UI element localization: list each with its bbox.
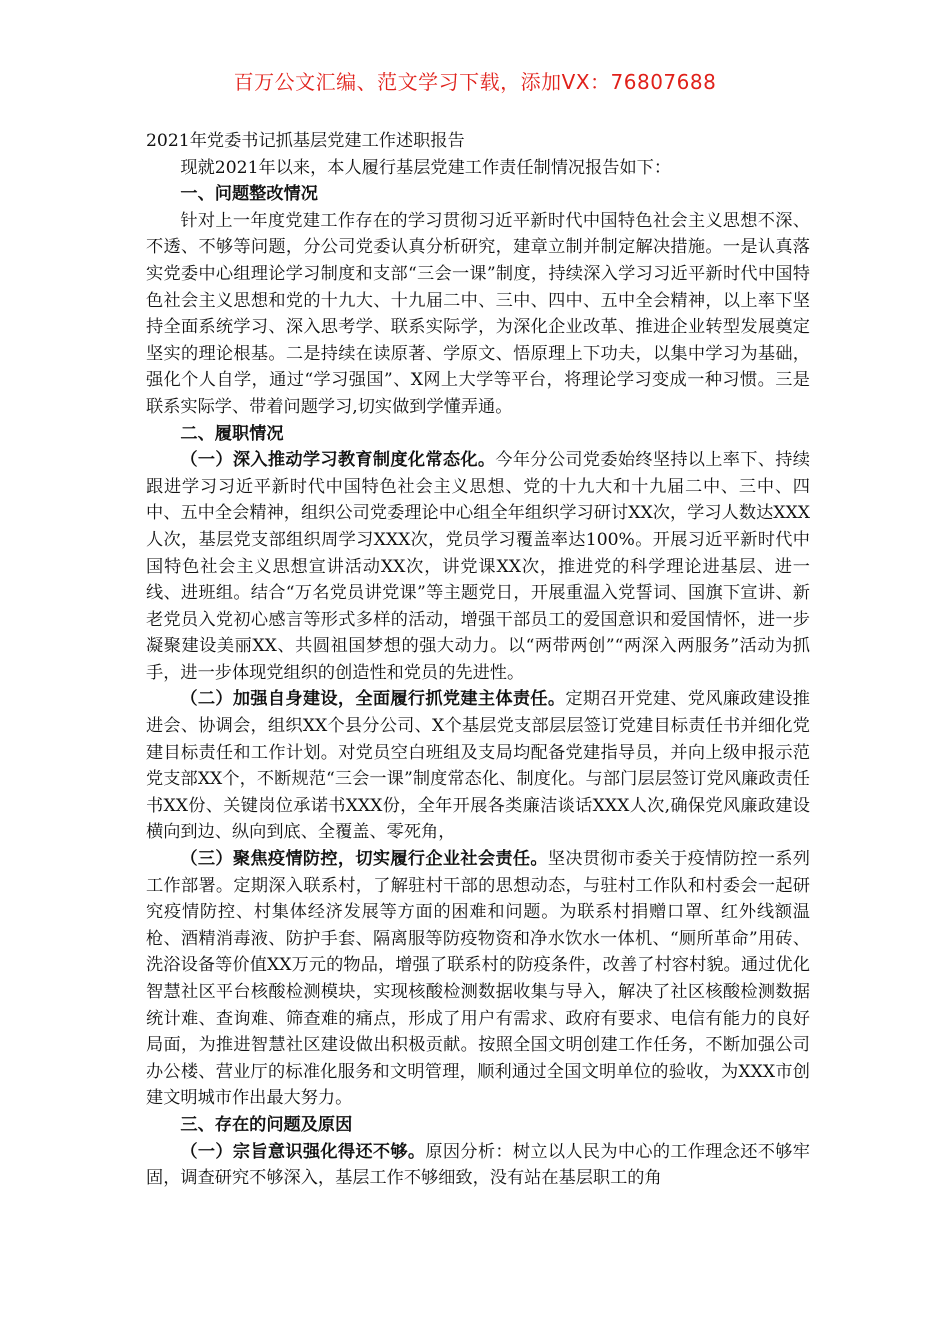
section-2-item-3 [146,846,810,1112]
item-body: 今年分公司党委始终坚持以上率下、持续跟进学习习近平新时代中国特色社会主义思想、党的十九大和十九届二中、三中、四中、五中全会精神，组织公司党委理论中心组全年组织学习研讨XX次，学习人数达XXX人次，基层党支部组织周学习XXX次，党员学习覆盖率达100%。开展习近平新时代中国特色社会主义思想宣讲活动XX次，讲党课XX次，推进党的科学理论进基层、进一线、进班组。结合“万名党员讲党课”等主题党日，开展重温入党誓词、国旗下宣讲、新老党员入党初心感言等形式多样的活动，增强干部员工的爱国意识和爱国情怀，进一步凝聚建设美丽XX、共圆祖国梦想的强大动力。以“两带两创”“两深入两服务”活动为抓手，进一步体现党组织的创造性和党员的先进性。 [146,450,810,683]
item-lead: （一）宗旨意识强化得还不够。 [180,1141,426,1162]
section-2-item-2 [146,686,810,846]
section-heading-3: 三、存在的问题及原因 [180,1114,353,1135]
item-body: 坚决贯彻市委关于疫情防控一系列工作部署。定期深入联系村，了解驻村干部的思想动态，与驻村工作队和村委会一起研究疫情防控、村集体经济发展等方面的困难和问题。为联系村捐赠口罩、红外线额温枪、酒精消毒液、防护手套、隔离服等防疫物资和净水饮水一体机、“厕所革命”用砖、洗浴设备等价值XX万元的物品，增强了联系村的防疫条件，改善了村容村貌。通过优化智慧社区平台核酸检测模块，实现核酸检测数据收集与导入，解决了社区核酸检测数据统计难、查询难、筛查难的痛点，形成了用户有需求、政府有要求、电信有能力的良好局面，为推进智慧社区建设做出积极贡献。按照全国文明创建工作任务，不断加强公司办公楼、营业厅的标准化服务和文明管理，顺利通过全国文明单位的验收，为XXX市创建文明城市作出最大努力。 [146,849,810,1109]
item-body: 原因分析：树立以人民为中心的工作理念还不够牢固，调查研究不够深入，基层工作不够细致，没有站在基层职工的角 [146,1141,810,1189]
document-body [146,128,810,1192]
section-heading-2: 二、履职情况 [180,423,284,444]
document-title: 2021年党委书记抓基层党建工作述职报告 [146,131,465,151]
intro-paragraph: 现就2021年以来，本人履行基层党建工作责任制情况报告如下： [180,157,672,178]
section-1-paragraph: 针对上一年度党建工作存在的学习贯彻习近平新时代中国特色社会主义思想不深、不透、不够等问题，分公司党委认真分析研究，建章立制并制定解决措施。一是认真落实党委中心组理论学习制度和支部“三会一课”制度，持续深入学习习近平新时代中国特色社会主义思想和党的十九大、十九届二中、三中、四中、五中全会精神，以上率下坚持全面系统学习、深入思考学、联系实际学，为深化企业改革、推进企业转型发展奠定坚实的理论根基。二是持续在读原著、学原文、悟原理上下功夫，以集中学习为基础，强化个人自学，通过“学习强国”、X网上大学等平台，将理论学习变成一种习惯。三是联系实际学、带着问题学习,切实做到学懂弄通。 [146,210,810,417]
section-2-item-1 [146,447,810,686]
item-lead: （一）深入推动学习教育制度化常态化。 [180,450,496,471]
item-lead: （三）聚焦疫情防控，切实履行企业社会责任。 [180,849,548,870]
section-3-item-1 [146,1139,810,1192]
watermark-banner: 百万公文汇编、范文学习下载，添加VX：76807688 [233,70,717,94]
item-lead: （二）加强自身建设，全面履行抓党建主体责任。 [180,689,566,710]
section-heading-1: 一、问题整改情况 [180,184,318,205]
item-body: 定期召开党建、党风廉政建设推进会、协调会，组织XX个县分公司、X个基层党支部层层签订党建目标责任书并细化党建目标责任和工作计划。对党员空白班组及支局均配备党建指导员，并向上级申报示范党支部XX个，不断规范“三会一课”制度常态化、制度化。与部门层层签订党风廉政责任书XX份、关键岗位承诺书XXX份，全年开展各类廉洁谈话XXX人次,确保党风廉政建设横向到边、纵向到底、全覆盖、零死角， [146,689,810,843]
